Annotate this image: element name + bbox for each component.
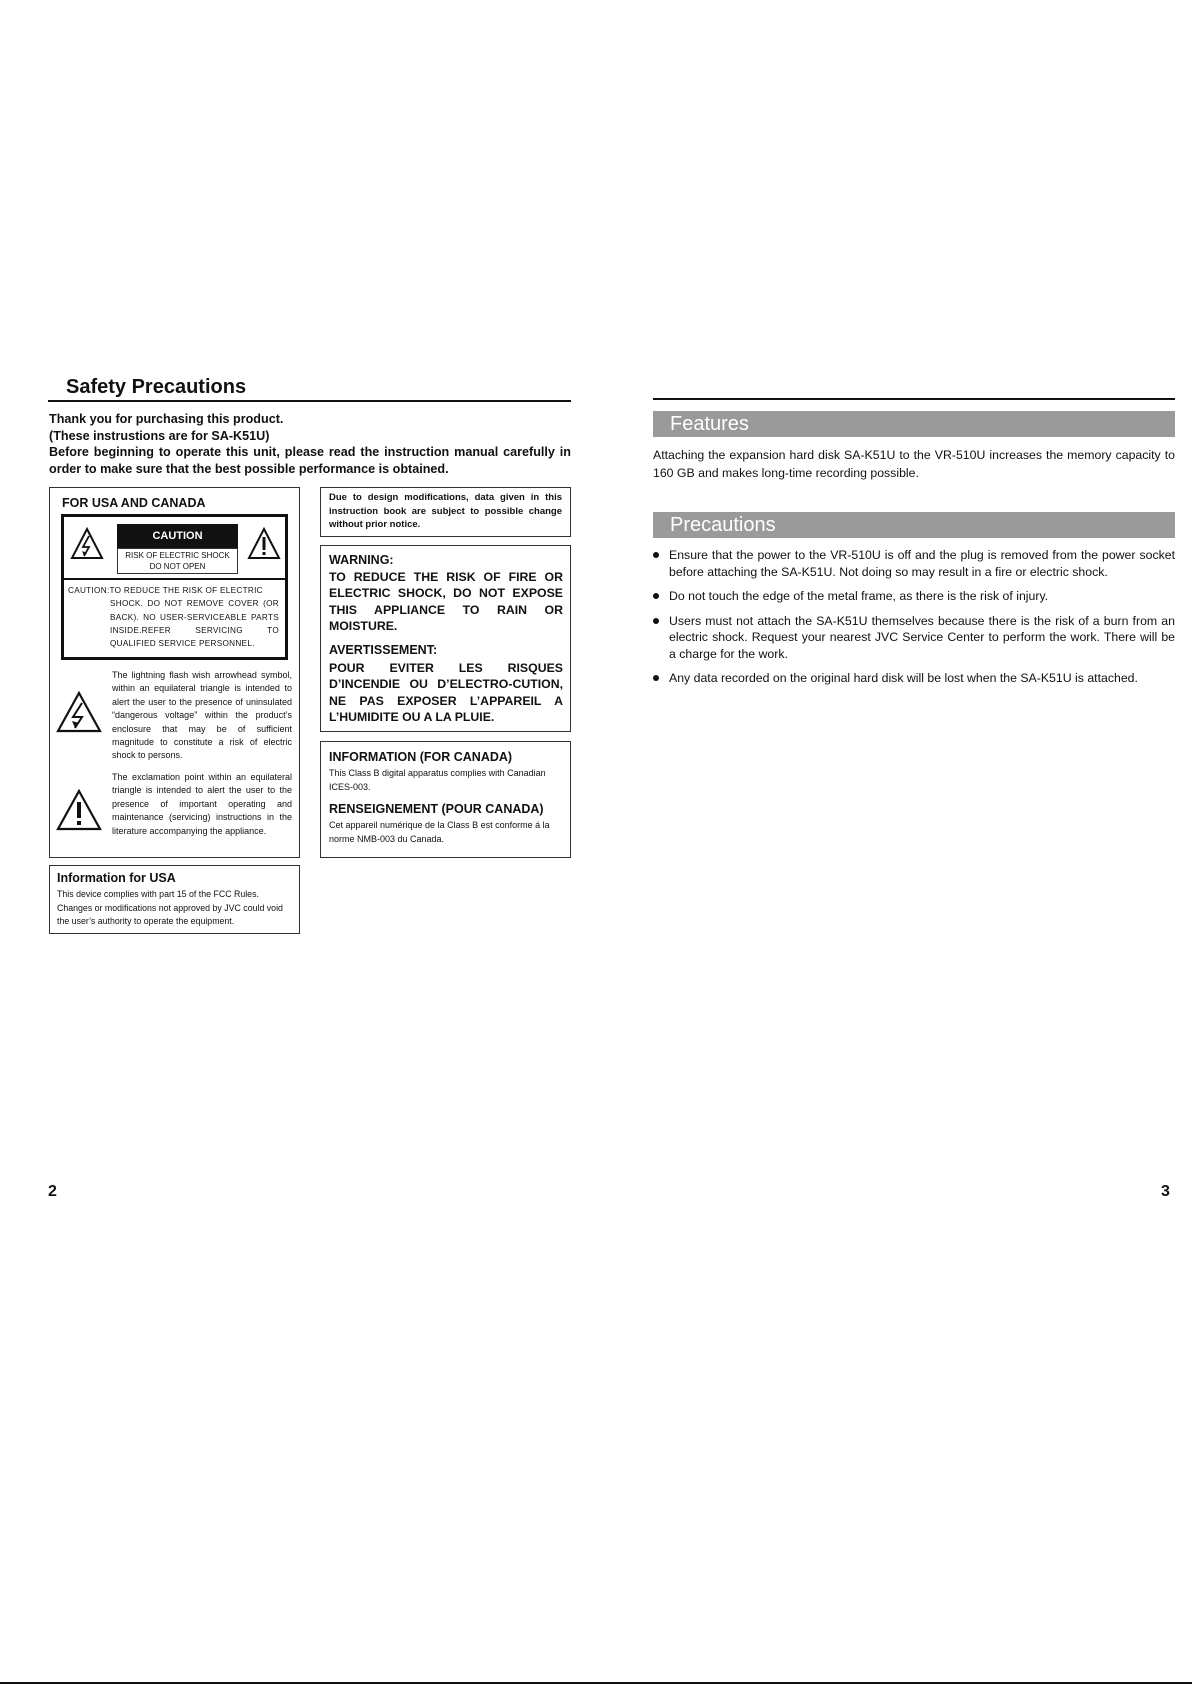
exclamation-symbol-icon: [56, 789, 102, 831]
features-heading: Features: [653, 411, 1175, 437]
canada-info-box: [320, 741, 571, 858]
warning-box: [320, 545, 571, 732]
design-notice-box: [320, 487, 571, 537]
page-number-left: 2: [48, 1183, 57, 1200]
intro-line-2: (These instrustions are for SA-K51U): [49, 428, 270, 443]
precaution-text: Do not touch the edge of the metal frame, as there is the risk of injury.: [669, 589, 1049, 603]
page-number-right: 3: [1161, 1183, 1170, 1200]
precaution-text: Users must not attach the SA-K51U themselves because there is the risk of a burn from an electric shock. Request your nearest JVC Service Center to perform the work. There will be a charge for the work.: [669, 613, 1175, 661]
bullet-icon: [653, 593, 659, 599]
safety-precautions-title: Safety Precautions: [66, 376, 247, 398]
canada-info-title: INFORMATION (FOR CANADA): [329, 750, 513, 764]
risk-line-2: DO NOT OPEN: [149, 561, 206, 571]
info-usa-title: Information for USA: [57, 871, 176, 885]
risk-line-1: RISK OF ELECTRIC SHOCK: [125, 551, 230, 560]
lightning-symbol-icon: [56, 691, 102, 733]
intro-text: [49, 411, 571, 477]
features-text: Attaching the expansion hard disk SA-K51U to the VR-510U increases the memory capacity to 160 GB and makes long-time recording possible.: [653, 448, 1175, 480]
intro-line-3: Before beginning to operate this unit, please read the instruction manual carefully in order to make sure that the best possible performance is obtained.: [49, 445, 571, 476]
bullet-icon: [653, 552, 659, 558]
caution-head-row: [64, 517, 285, 580]
canada-info-text: This Class B digital apparatus complies with Canadian ICES-003.: [329, 768, 546, 792]
bullet-icon: [653, 618, 659, 624]
title-rule: [48, 400, 571, 402]
warning-text: TO REDUCE THE RISK OF FIRE OR ELECTRIC SHOCK, DO NOT EXPOSE THIS APPLIANCE TO RAIN OR MOISTURE.: [329, 570, 563, 633]
list-item: [653, 588, 1175, 605]
bullet-icon: [653, 675, 659, 681]
avertissement-title: AVERTISSEMENT:: [329, 643, 438, 657]
precautions-heading: Precautions: [653, 512, 1175, 538]
design-notice-text: Due to design modifications, data given in this instruction book are subject to possible change without prior notice.: [329, 492, 562, 531]
list-item: [653, 670, 1175, 687]
list-item: [653, 613, 1175, 663]
caution-label-panel: [61, 514, 288, 660]
right-page-rule: [653, 398, 1175, 400]
usa-canada-title: FOR USA AND CANADA: [62, 496, 206, 510]
caution-text: [68, 584, 279, 650]
warning-title: WARNING:: [329, 553, 394, 567]
precaution-text: Ensure that the power to the VR-510U is off and the plug is removed from the power socket before attaching the SA-K51U. Not doing so may result in a fire or electric shock.: [669, 548, 1175, 579]
canada-renseignement-text: Cet appareil numérique de la Class B est conforme á la norme NMB-003 du Canada.: [329, 820, 550, 844]
precaution-text: Any data recorded on the original hard disk will be lost when the SA-K51U is attached.: [669, 671, 1138, 685]
bottom-edge-rule: [0, 1682, 1192, 1684]
caution-text-rest: SHOCK. DO NOT REMOVE COVER (OR BACK). NO USER-SERVICEABLE PARTS INSIDE.REFER SERVICING TO QUALIFIED SERVICE PERSONNEL.: [110, 599, 279, 649]
list-item: [653, 547, 1175, 580]
canada-renseignement-title: RENSEIGNEMENT (POUR CANADA): [329, 802, 544, 816]
precautions-list: [653, 547, 1175, 695]
usa-canada-box: [49, 487, 300, 858]
avertissement-text: POUR EVITER LES RISQUES D’INCENDIE OU D’ELECTRO-CUTION, NE PAS EXPOSER L’APPAREIL A L’HUMIDITE OU A LA PLUIE.: [329, 661, 563, 724]
intro-line-1: Thank you for purchasing this product.: [49, 412, 284, 426]
risk-label: [117, 548, 238, 574]
caution-label: CAUTION: [117, 524, 238, 548]
info-usa-box: [49, 865, 300, 934]
caution-text-first: CAUTION:TO REDUCE THE RISK OF ELECTRIC: [68, 586, 263, 595]
exclamation-warning-icon: [247, 527, 281, 561]
exclamation-point-explanation: The exclamation point within an equilateral triangle is intended to alert the user to the presence of important operating and maintenance (servicing) instructions in the literature accompanying the appliance.: [112, 772, 292, 836]
lightning-warning-icon: [70, 527, 104, 561]
lightning-flash-explanation: The lightning flash wish arrowhead symbol, within an equilateral triangle is intended to alert the user to the presence of uninsulated “dangerous voltage” within the product’s enclosure that may be of sufficient magnitude to constitute a risk of electric shock to persons.: [112, 670, 292, 761]
info-usa-text: This device complies with part 15 of the FCC Rules. Changes or modifications not approved by JVC could void the user’s authority to operate the equipment.: [57, 889, 283, 927]
